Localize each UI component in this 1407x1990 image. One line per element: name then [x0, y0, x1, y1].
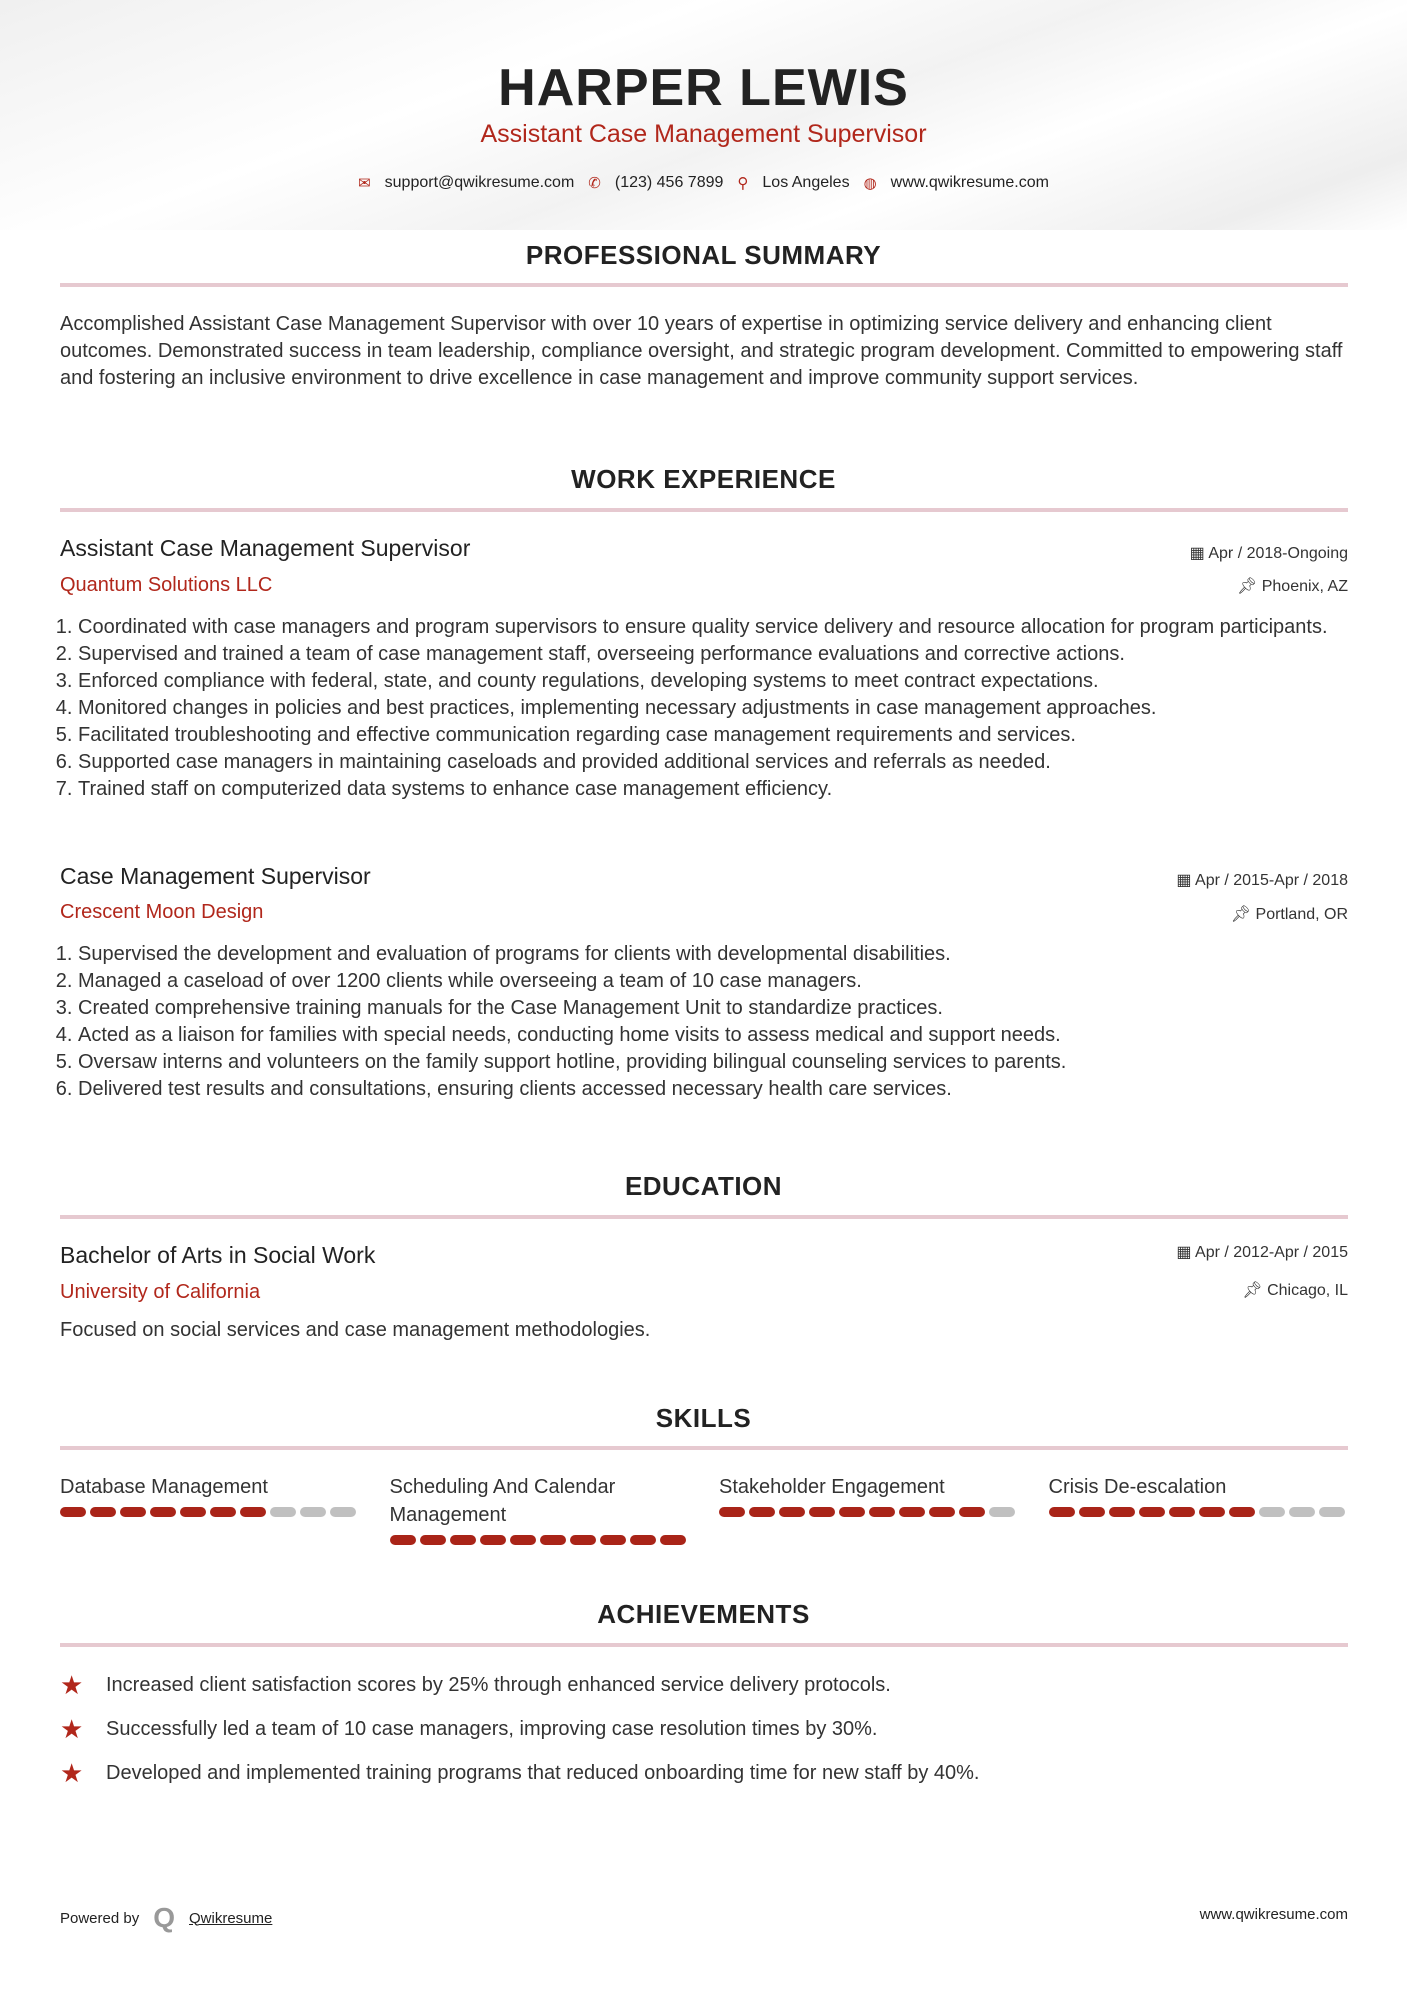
job-dates: ▦ Apr / 2018-Ongoing: [1189, 545, 1348, 562]
school: University of California: [60, 1281, 261, 1303]
list-item: 5. Facilitated troubleshooting and effective communication regarding case management requirements and services.: [78, 722, 1350, 749]
pin-icon: 📌︎: [1242, 1282, 1268, 1299]
skill-name: Scheduling And Calendar Management: [389, 1476, 616, 1526]
skill-level-segment: [719, 1507, 745, 1517]
qwikresume-link[interactable]: Qwikresume: [189, 1909, 273, 1927]
education-dates: ▦ Apr / 2012-Apr / 2015: [1176, 1244, 1348, 1261]
email-icon: ✉: [358, 175, 371, 192]
skill-level-bar: [719, 1507, 1019, 1517]
powered-by-label: Powered by: [60, 1909, 140, 1927]
email[interactable]: support@qwikresume.com: [384, 174, 575, 191]
footer-powered: [60, 1902, 272, 1934]
divider: [60, 283, 1348, 287]
job-dates: ▦ Apr / 2015-Apr / 2018: [1176, 872, 1348, 889]
list-item: 3. Enforced compliance with federal, state, and county regulations, developing systems to meet contract expectations.: [78, 668, 1350, 695]
skill-level-segment: [809, 1507, 835, 1517]
skill-level-segment: [150, 1507, 176, 1517]
candidate-title: Assistant Case Management Supervisor: [480, 120, 927, 148]
skill-level-segment: [779, 1507, 805, 1517]
divider: [60, 508, 1348, 512]
list-item: 4. Monitored changes in policies and best practices, implementing necessary adjustments in case management approaches.: [78, 695, 1350, 722]
skill-level-segment: [60, 1507, 86, 1517]
skill-level-segment: [1289, 1507, 1315, 1517]
skill-level-segment: [929, 1507, 955, 1517]
section-heading-education: EDUCATION: [624, 1171, 783, 1201]
divider: [60, 1446, 1348, 1450]
skill-level-segment: [839, 1507, 865, 1517]
skill-level-segment: [420, 1535, 446, 1545]
summary-text: Accomplished Assistant Case Management Supervisor with over 10 years of expertise in optimizing service delivery and enhancing client outcomes. Demonstrated success in team leadership, compliance oversight, and strategic program development. Committed to empowering staff and fostering an inclusive environment to drive excellence in case management and improve community support services.: [60, 313, 1343, 389]
section-heading-work: WORK EXPERIENCE: [571, 464, 836, 494]
skill-level-bar: [390, 1535, 690, 1545]
achievement-item: ★ Developed and implemented training programs that reduced onboarding time for new staff by 40%.: [60, 1758, 980, 1788]
star-icon: ★: [60, 1758, 84, 1788]
education-description: Focused on social services and case management methodologies.: [60, 1319, 651, 1341]
location-icon: ⚲: [737, 175, 749, 192]
star-icon: ★: [60, 1714, 84, 1744]
job-title: Assistant Case Management Supervisor: [60, 535, 471, 561]
contact-bar: [0, 174, 1407, 192]
skill-level-segment: [390, 1535, 416, 1545]
skill-level-segment: [180, 1507, 206, 1517]
skill-level-segment: [570, 1535, 596, 1545]
skill-name: Stakeholder Engagement: [719, 1476, 945, 1498]
job-title: Case Management Supervisor: [60, 863, 371, 889]
calendar-icon: ▦: [1189, 545, 1209, 562]
skill-level-segment: [300, 1507, 326, 1517]
skill-level-segment: [240, 1507, 266, 1517]
skill-level-segment: [1169, 1507, 1195, 1517]
job-company: Quantum Solutions LLC: [60, 574, 273, 596]
education-location: 📌︎ Chicago, IL: [1242, 1282, 1348, 1299]
achievement-item: ★ Successfully led a team of 10 case managers, improving case resolution times by 30%.: [60, 1714, 878, 1744]
skill-name: Crisis De-escalation: [1048, 1476, 1227, 1498]
list-item: 6. Delivered test results and consultations, ensuring clients accessed necessary health care services.: [78, 1076, 1350, 1103]
skill-name: Database Management: [60, 1476, 268, 1498]
skill-level-bar: [60, 1507, 360, 1517]
footer-website[interactable]: www.qwikresume.com: [1199, 1906, 1348, 1923]
skill-item: [719, 1473, 1019, 1517]
list-item: 2. Managed a caseload of over 1200 clients while overseeing a team of 10 case managers.: [78, 968, 1350, 995]
skill-level-bar: [1049, 1507, 1349, 1517]
skill-level-segment: [749, 1507, 775, 1517]
section-heading-skills: SKILLS: [655, 1403, 752, 1433]
location: Los Angeles: [762, 174, 850, 191]
skill-level-segment: [660, 1535, 686, 1545]
skill-level-segment: [1319, 1507, 1345, 1517]
globe-icon: ◍: [863, 175, 877, 192]
skill-item: [390, 1473, 690, 1545]
list-item: 1. Coordinated with case managers and program supervisors to ensure quality service delivery and resource allocation for program participants.: [78, 614, 1350, 641]
skill-level-segment: [270, 1507, 296, 1517]
pin-icon: 📌︎: [1230, 906, 1256, 923]
skill-level-segment: [1229, 1507, 1255, 1517]
skill-level-segment: [600, 1535, 626, 1545]
job-bullets: [60, 941, 1350, 1103]
skill-level-segment: [120, 1507, 146, 1517]
skill-level-segment: [90, 1507, 116, 1517]
phone: (123) 456 7899: [614, 174, 724, 191]
list-item: 4. Acted as a liaison for families with special needs, conducting home visits to assess medical and support needs.: [78, 1022, 1350, 1049]
skill-level-segment: [330, 1507, 356, 1517]
skill-level-segment: [959, 1507, 985, 1517]
list-item: 1. Supervised the development and evaluation of programs for clients with developmental disabilities.: [78, 941, 1350, 968]
skill-level-segment: [1049, 1507, 1075, 1517]
star-icon: ★: [60, 1670, 84, 1700]
skill-item: [60, 1473, 360, 1517]
skill-level-segment: [989, 1507, 1015, 1517]
divider: [60, 1643, 1348, 1647]
skill-level-segment: [450, 1535, 476, 1545]
achievement-item: ★ Increased client satisfaction scores by 25% through enhanced service delivery protocols.: [60, 1670, 891, 1700]
skill-level-segment: [510, 1535, 536, 1545]
divider: [60, 1215, 1348, 1219]
candidate-name: HARPER LEWIS: [498, 59, 909, 117]
qwikresume-logo-icon: Q: [153, 1902, 175, 1933]
degree: Bachelor of Arts in Social Work: [60, 1242, 376, 1268]
skill-level-segment: [1259, 1507, 1285, 1517]
job-company: Crescent Moon Design: [60, 901, 264, 923]
calendar-icon: ▦: [1176, 872, 1196, 889]
list-item: 6. Supported case managers in maintaining caseloads and provided additional services and referrals as needed.: [78, 749, 1350, 776]
skill-level-segment: [1079, 1507, 1105, 1517]
section-heading-summary: PROFESSIONAL SUMMARY: [525, 240, 882, 270]
skill-level-segment: [869, 1507, 895, 1517]
skill-level-segment: [630, 1535, 656, 1545]
skill-level-segment: [480, 1535, 506, 1545]
job-location: 📌︎ Portland, OR: [1230, 906, 1348, 923]
skill-level-segment: [1139, 1507, 1165, 1517]
skill-level-segment: [1109, 1507, 1135, 1517]
list-item: 3. Created comprehensive training manuals for the Case Management Unit to standardize practices.: [78, 995, 1350, 1022]
phone-icon: ✆: [588, 175, 601, 192]
calendar-icon: ▦: [1176, 1244, 1196, 1261]
skill-level-segment: [899, 1507, 925, 1517]
skill-level-segment: [540, 1535, 566, 1545]
section-heading-achievements: ACHIEVEMENTS: [597, 1599, 810, 1629]
skill-level-segment: [210, 1507, 236, 1517]
list-item: 7. Trained staff on computerized data systems to enhance case management efficiency.: [78, 776, 1350, 803]
list-item: 2. Supervised and trained a team of case management staff, overseeing performance evaluations and corrective actions.: [78, 641, 1350, 668]
pin-icon: 📌︎: [1236, 578, 1262, 595]
job-bullets: [60, 614, 1350, 803]
skill-item: [1049, 1473, 1349, 1517]
job-location: 📌︎ Phoenix, AZ: [1236, 578, 1348, 595]
list-item: 5. Oversaw interns and volunteers on the family support hotline, providing bilingual counseling services to parents.: [78, 1049, 1350, 1076]
skill-level-segment: [1199, 1507, 1225, 1517]
website[interactable]: www.qwikresume.com: [890, 174, 1049, 191]
